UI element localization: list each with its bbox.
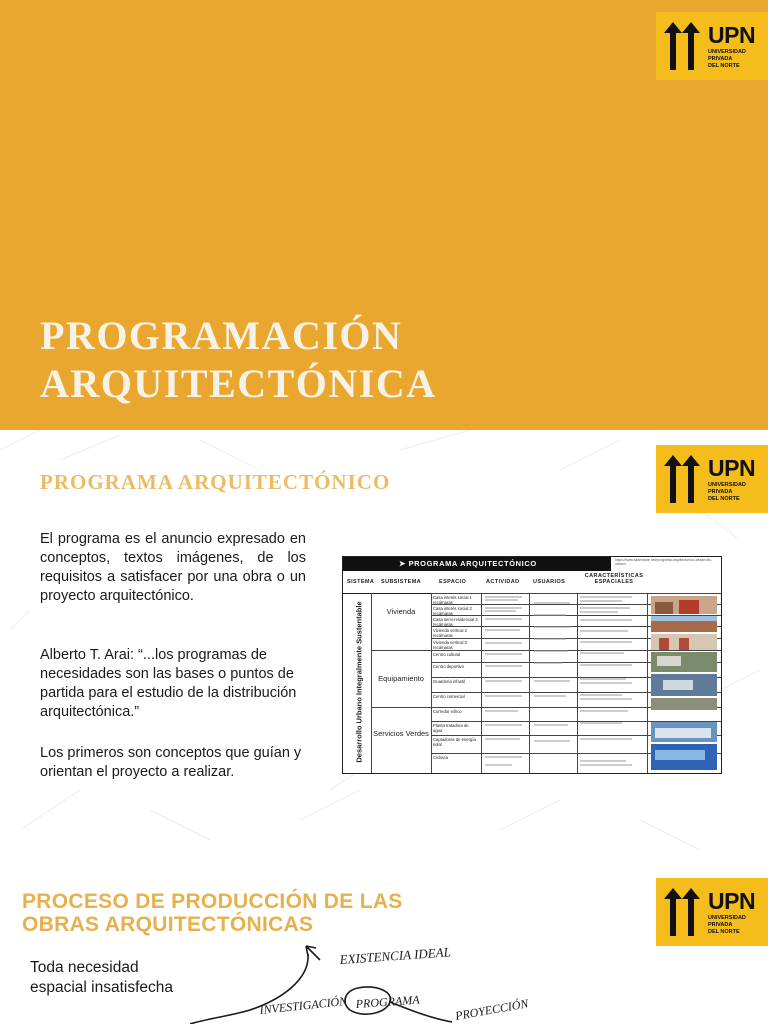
logo-university-name: UNIVERSIDAD PRIVADA DEL NORTE [708,482,746,502]
definition-paragraph: El programa es el anuncio expresado en conceptos, textos imágenes, de los requisitos a satisfacer por una obra o un proyecto arquitectónico. [40,531,306,604]
logo-university-name: UNIVERSIDAD PRIVADA DEL NORTE [708,49,746,69]
table-row: Guardería infantil [431,677,721,693]
arrows-icon [664,22,702,70]
process-title-line-2: OBRAS ARQUITECTÓNICAS [22,913,314,936]
process-slide [0,860,768,1024]
column-header: ESPACIO [439,579,467,585]
logo-university-name: UNIVERSIDAD PRIVADA DEL NORTE [708,915,746,935]
subsystem-label: Equipamiento [378,674,424,683]
column-header: CARACTERÍSTICAS ESPACIALES [584,573,644,585]
column-header: SISTEMA [347,579,375,585]
table-photos [649,594,721,772]
upn-logo [656,878,768,946]
sketch-label: PROYECCIÓN [454,996,530,1023]
table-header: ➤ PROGRAMA ARQUITECTÓNICO [343,557,611,571]
table-row: Centro deportivo [431,662,721,678]
program-slide [0,430,768,860]
sketch-label: INVESTIGACIÓN [258,993,348,1017]
logo-brand: UPN [708,888,756,914]
subsystem-label: Vivienda [386,607,416,616]
quote-paragraph: Alberto T. Arai: “...los programas de necesidades son las bases o puntos de partida para el estudio de la distribución arquitectónica.” [40,647,297,720]
process-subtitle: Toda necesidad espacial insatisfecha [30,959,174,996]
table-source-url: https://www.slideshare.net/programa-arquitectonico-desarrollo-urbano [615,558,713,566]
section-title: PROGRAMA ARQUITECTÓNICO [40,470,391,494]
table-column-headers [343,571,721,594]
program-table-figure [342,556,722,774]
table-row: Captadores de energía solar [431,735,721,754]
table-row: Centro comercial [431,692,721,708]
table-row: Casa interés social 2 recámaras [431,604,721,616]
process-title [22,890,403,936]
arrows-icon [664,888,702,936]
logo-brand: UPN [708,22,756,48]
title-slide [0,0,768,430]
upn-logo [656,445,768,513]
main-title-line-2: ARQUITECTÓNICA [40,361,437,406]
sketch-label: EXISTENCIA IDEAL [339,944,452,967]
arrows-icon [664,455,702,503]
table-row: Centro cultural [431,650,721,663]
concept-paragraph: Los primeros son conceptos que guían y orientan el proyecto a realizar. [40,745,302,780]
column-header: USUARIOS [533,579,566,585]
column-header: ACTIVIDAD [486,579,520,585]
table-row: Planta tratadora de agua [431,721,721,736]
process-title-line-1: PROCESO DE PRODUCCIÓN DE LAS [22,890,403,913]
table-row: Vivienda vertical 3 recámaras [431,638,721,651]
table-system-label: Desarrollo Urbano Integralmente Sustentable [354,601,364,763]
column-header: SUBSISTEMA [381,579,422,585]
logo-brand: UPN [708,455,756,481]
table-row: Ciclovía [431,753,721,774]
process-sketch [190,940,550,1024]
subsystem-label: Servicios Verdes [373,729,429,738]
upn-logo [656,12,768,80]
table-row: Casa semi-residencial 3 recámaras [431,615,721,627]
table-row: Casa interés social 1 recámaras [431,593,721,605]
table-row: Corredor eólico [431,707,721,722]
main-title-line-1: PROGRAMACIÓN [40,313,403,358]
table-row: Vivienda vertical 2 recámaras [431,626,721,639]
sketch-label: PROGRAMA [355,992,421,1011]
main-title [40,312,437,408]
